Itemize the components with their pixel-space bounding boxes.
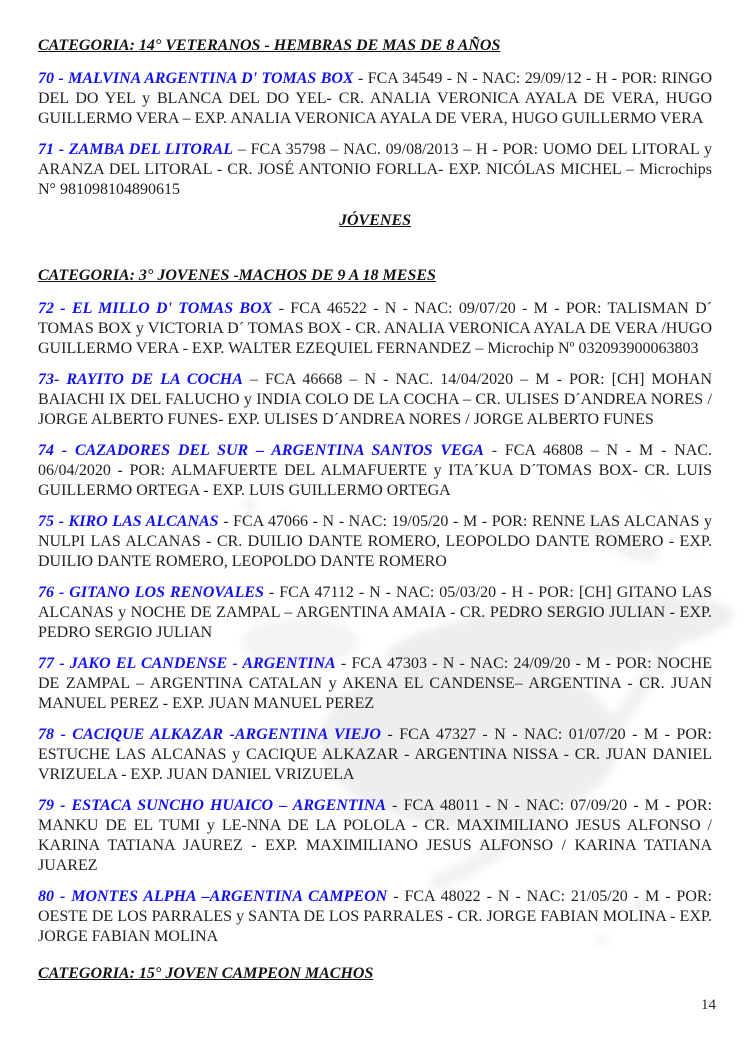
entry-dog-name: 80 - MONTES ALPHA –ARGENTINA CAMPEON	[38, 888, 388, 905]
entry-details-text: – FCA 46668 – N - NAC. 14/04/2020 – M - POR: [CH] MOHAN BAIACHI IX DEL FALUCHO y INDIA COLO DE LA COCHA – CR. ULISES D´ANDREA NORES / JORGE ALBERTO FUNES- EXP. ULISES D´ANDREA NORES / JORGE ALBERTO FUNES	[38, 371, 713, 428]
catalog-entry	[38, 796, 712, 876]
catalog-entry	[38, 69, 712, 129]
jovenes-section-title: JÓVENES	[338, 212, 412, 229]
catalog-entry	[38, 512, 712, 572]
entry-dog-name: 71 - ZAMBA DEL LITORAL	[38, 141, 234, 158]
entry-dog-name: 76 - GITANO LOS RENOVALES	[38, 584, 264, 601]
entry-details-text: - FCA 48022 - N - NAC: 21/05/20 - M - POR: OESTE DE LOS PARRALES y SANTA DE LOS PARRALES - CR. JORGE FABIAN MOLINA - EXP. JORGE FABIAN MOLINA	[38, 888, 712, 945]
entry-list-veteranos	[38, 69, 712, 200]
entry-dog-name: 74 - CAZADORES DEL SUR – ARGENTINA SANTOS VEGA	[38, 442, 484, 459]
entry-details-text: - FCA 46522 - N - NAC: 09/07/20 - M - POR: TALISMAN D´ TOMAS BOX y VICTORIA D´ TOMAS BOX - CR. ANALIA VERONICA AYALA DE VERA /HUGO GUILLERMO VERA - EXP. WALTER EZEQUIEL FERNANDEZ – Microchip Nº 032093900063803	[38, 300, 713, 357]
entry-dog-name: 73- RAYITO DE LA COCHA	[38, 371, 243, 388]
catalog-entry	[38, 583, 712, 643]
entry-details-text: - FCA 47112 - N - NAC: 05/03/20 - H - POR: [CH] GITANO LAS ALCANAS y NOCHE DE ZAMPAL – ARGENTINA AMAIA - CR. PEDRO SERGIO JULIAN - EXP. PEDRO SERGIO JULIAN	[38, 584, 712, 641]
entry-details-text: - FCA 48011 - N - NAC: 07/09/20 - M - POR: MANKU DE EL TUMI y LE-NNA DE LA POLOLA - CR. MAXIMILIANO JESUS ALFONSO / KARINA TATIANA JAUREZ - EXP. MAXIMILIANO JESUS ALFONSO / KARINA TATIANA JUAREZ	[38, 797, 713, 874]
entry-details-text: – FCA 35798 – NAC. 09/08/2013 – H - POR: UOMO DEL LITORAL y ARANZA DEL LITORAL - CR. JOSÉ ANTONIO FORLLA- EXP. NICÓLAS MICHEL – Microchips N° 981098104890615	[38, 141, 712, 198]
catalog-entry	[38, 441, 712, 501]
entry-details-text: - FCA 34549 - N - NAC: 29/09/12 - H - POR: RINGO DEL DO YEL y BLANCA DEL DO YEL- CR. ANALIA VERONICA AYALA DE VERA, HUGO GUILLERMO VERA – EXP. ANALIA VERONICA AYALA DE VERA, HUGO GUILLERMO VERA	[38, 70, 712, 127]
catalog-entry	[38, 370, 712, 430]
entry-dog-name: 78 - CACIQUE ALKAZAR -ARGENTINA VIEJO	[38, 726, 381, 743]
category-3-heading: CATEGORIA: 3° JOVENES -MACHOS DE 9 A 18 MESES	[38, 267, 436, 284]
catalog-entry	[38, 725, 712, 785]
entry-dog-name: 77 - JAKO EL CANDENSE - ARGENTINA	[38, 655, 336, 672]
catalog-entry	[38, 654, 712, 714]
page-number: 14	[701, 997, 716, 1013]
document-content	[38, 36, 712, 997]
entry-details-text: - FCA 47066 - N - NAC: 19/05/20 - M - POR: RENNE LAS ALCANAS y NULPI LAS ALCANAS - CR. DUILIO DANTE ROMERO, LEOPOLDO DANTE ROMERO - EXP. DUILIO DANTE ROMERO, LEOPOLDO DANTE ROMERO	[38, 513, 712, 570]
catalog-entry	[38, 140, 712, 200]
catalog-entry	[38, 887, 712, 947]
entry-dog-name: 79 - ESTACA SUNCHO HUAICO – ARGENTINA	[38, 797, 387, 814]
entry-details-text: - FCA 47303 - N - NAC: 24/09/20 - M - POR: NOCHE DE ZAMPAL – ARGENTINA CATALAN y AKENA EL CANDENSE– ARGENTINA - CR. JUAN MANUEL PEREZ - EXP. JUAN MANUEL PEREZ	[38, 655, 712, 712]
catalog-entry	[38, 299, 712, 359]
category-14-heading: CATEGORIA: 14° VETERANOS - HEMBRAS DE MAS DE 8 AÑOS	[38, 37, 501, 54]
entry-dog-name: 72 - EL MILLO D' TOMAS BOX	[38, 300, 273, 317]
entry-dog-name: 75 - KIRO LAS ALCANAS	[38, 513, 219, 530]
entry-details-text: - FCA 46808 – N - M - NAC. 06/04/2020 - POR: ALMAFUERTE DEL ALMAFUERTE y ITA´KUA D´TOMAS BOX- CR. LUIS GUILLERMO ORTEGA - EXP. LUIS GUILLERMO ORTEGA	[38, 442, 712, 499]
entry-list-jovenes-machos	[38, 299, 712, 947]
entry-dog-name: 70 - MALVINA ARGENTINA D' TOMAS BOX	[38, 70, 354, 87]
entry-details-text: - FCA 47327 - N - NAC: 01/07/20 - M - POR: ESTUCHE LAS ALCANAS y CACIQUE ALKAZAR - ARGENTINA NISSA - CR. JUAN DANIEL VRIZUELA - EXP. JUAN DANIEL VRIZUELA	[38, 726, 712, 783]
category-15-heading: CATEGORIA: 15° JOVEN CAMPEON MACHOS	[38, 965, 374, 982]
